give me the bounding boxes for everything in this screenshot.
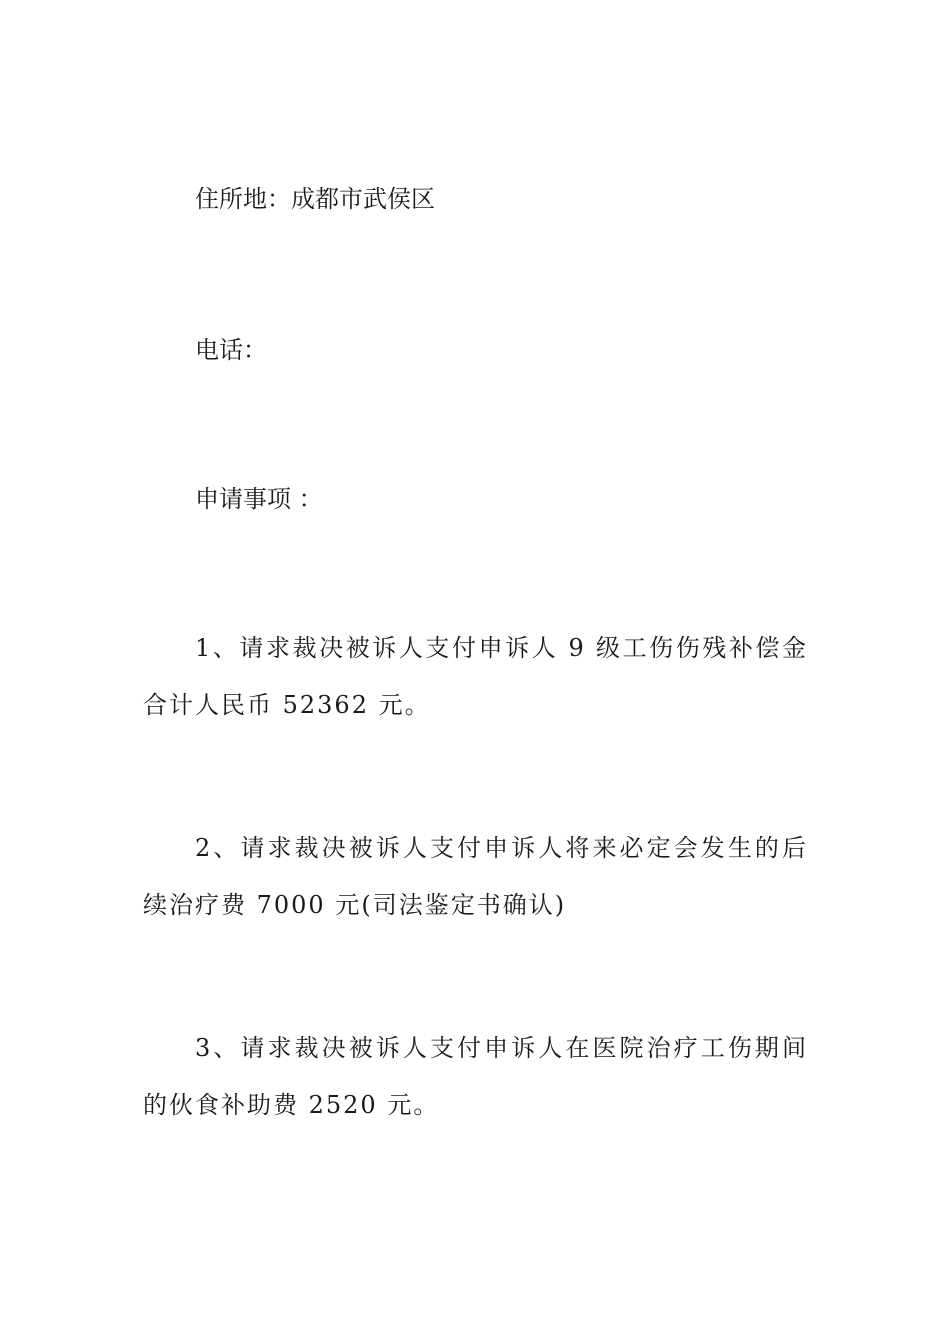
address-line: 住所地：成都市武侯区 bbox=[195, 185, 435, 213]
claim-item-2: 2、请求裁决被诉人支付申诉人将来必定会发生的后续治疗费 7000 元(司法鉴定书确认) bbox=[143, 834, 808, 919]
phone-line: 电话： bbox=[195, 336, 267, 364]
claim-item-1: 1、请求裁决被诉人支付申诉人 9 级工伤伤残补偿金合计人民币 52362 元。 bbox=[143, 634, 808, 719]
items-heading: 申请事项 ： bbox=[195, 485, 323, 513]
claim-item-3: 3、请求裁决被诉人支付申诉人在医院治疗工伤期间的伙食补助费 2520 元。 bbox=[143, 1034, 808, 1119]
